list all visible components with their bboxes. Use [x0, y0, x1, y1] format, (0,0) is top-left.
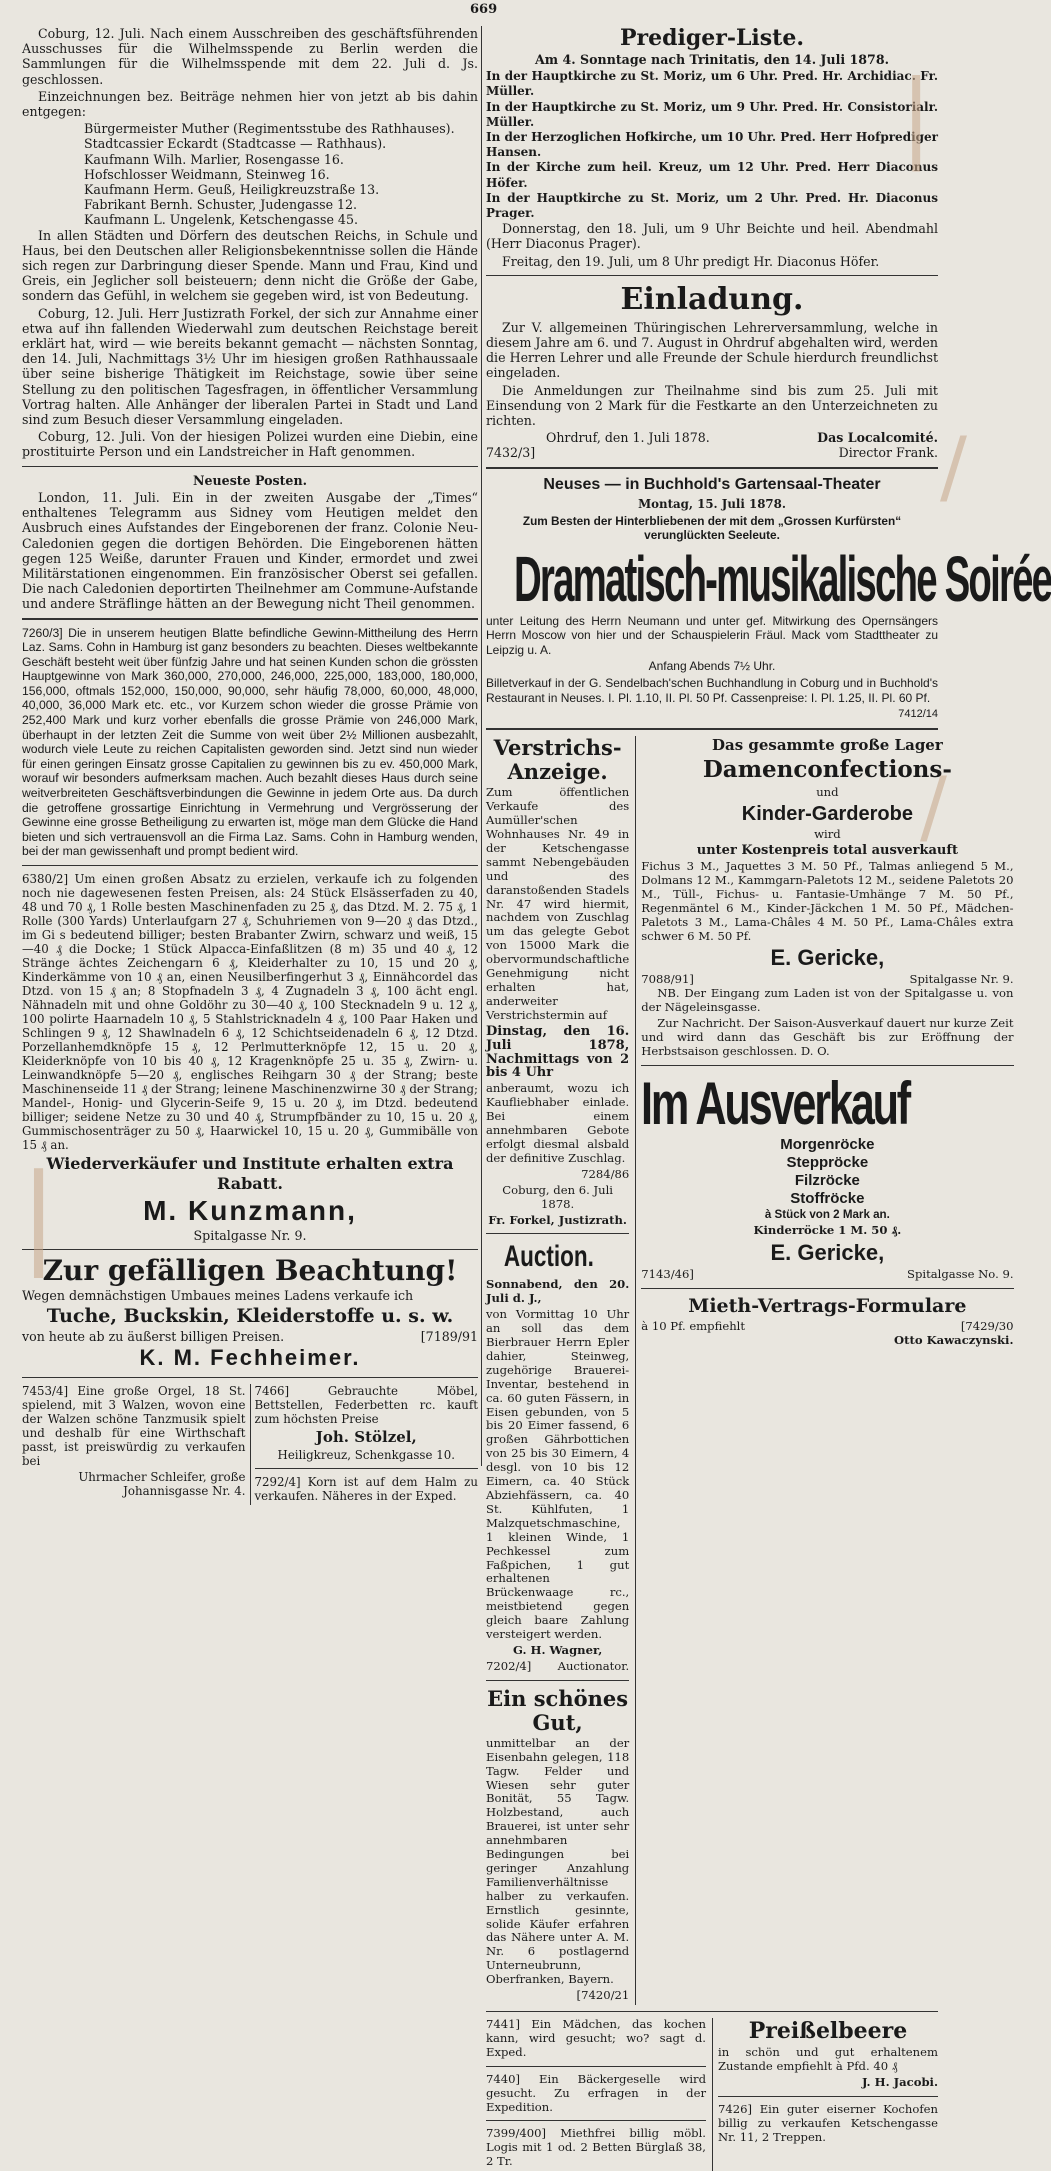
verstrich-signature: Fr. Forkel, Justizrath. — [488, 1212, 627, 1227]
ads-subcolumn-right — [635, 736, 1013, 2005]
prediger-title: Prediger-Liste. — [619, 25, 804, 51]
auction-banner — [486, 1240, 629, 1278]
kunzmann-address: Spitalgasse Nr. 9. — [193, 1228, 307, 1244]
rule — [486, 1680, 629, 1681]
rule — [22, 618, 478, 620]
korn-ad: 7292/4] Korn ist auf dem Halm zu verkaufen. Näheres in der Exped. — [254, 1474, 478, 1503]
rule — [486, 1233, 629, 1234]
damen-sale: unter Kostenpreis total ausverkauft — [696, 843, 958, 859]
gut-text: unmittelbar an der Eisenbahn gelegen, 118 Tagw. Felder und Wiesen sehr guter Bonität, 55 Tagw. Holzbestand, auch Brauerei, ist unter sehr annehmbaren Bedingungen bei geringer Anzahlung Familienverhältnisse halber zu verkaufen. Ernstlich gesinnte, solide Käufer erfahren das Nähere unter A. M. Nr. 6 postlagernd Unterneubrunn, Oberfranken, Bayern. — [486, 1735, 630, 1987]
logis-ad: 7399/400] Miethfrei billig möbl. Logis mit 1 od. 2 Betten Bürglaß 38, 2 Tr. — [486, 2126, 706, 2169]
rule — [641, 1288, 1013, 1289]
mieth-text: à 10 Pf. empfiehlt — [641, 1318, 746, 1333]
rule — [22, 865, 478, 866]
london-telegram: London, 11. Juli. Ein in der zweiten Ausgabe der „Times“ enthaltenes Telegramm aus Sidney vom Heutigen meldet den Ausbruch eines Aufstandes der Eingeborenen der franz. Colonie Neu-Caledonien gegen die dortigen Behörden. Die Eingeborenen hätten gegen 125 Weiße, darunter Frauen und Kinder, ermordet und zwei Militärstationen eingenommen. Ein französischer Oberst sei gefallen. Die nach Caledonien deportirten Theilnehmer am Commune-Aufstande und andere Sträflinge hätten an der Bewegung nicht Theil genommen. — [22, 489, 478, 612]
ad-text: 7466] Gebrauchte Möbel, Bettstellen, Federbetten rc. kauft zum höchsten Preise — [254, 1383, 478, 1426]
ad-signature: Joh. Stölzel, — [315, 1427, 417, 1446]
collector-item: Hofschlosser Weidmann, Steinweg 16. — [84, 166, 330, 182]
collector-item: Fabrikant Bernh. Schuster, Judengasse 12. — [84, 197, 358, 213]
einladung-place: Ohrdruf, den 1. Juli 1878. — [546, 430, 710, 446]
kunzmann-prices: 6380/2] Um einen großen Absatz zu erzielen, verkaufe ich zu folgenden noch nie dagewesenen festen Preisen, als: 24 Stück Elsässerfaden zu 40, 48 und 70 ₰, 1 Rolle besten Maschinenfaden zu 25 ₰, das Dtzd. M. 2. 75 ₰, 1 Rolle (300 Yards) Unterlaufgarn 27 ₰, Schuhriemen von 9—20 ₰ das Dtzd., im Gi s bedeutend billiger; besten Brabanter Zwirn, schwarz und weiß, 15—40 ₰ die Docke; 1 Stück Alpacca-Einfaßlitzen (8 m) 35 und 40 ₰, 12 Stränge ächtes Zeichengarn 6 ₰, Kleiderhalter zu 10, 15 und 20 ₰, Kinderkämme von 10 ₰ an, einen Neusilberfingerhut 3 ₰, Einnähcordel das Dtzd. von 15 ₰ an; 8 Stopfnadeln 3 ₰, 4 Zugnadeln 3 ₰, 100 ächt engl. Nähnadeln mit und ohne Goldöhr zu 30—40 ₰, 100 Stecknadeln 9 u. 12 ₰, 100 polirte Haarnadeln 10 ₰, 5 Stahlstricknadeln 4 ₰, 100 Paar Haken und Schlingen 9 ₰, 12 Shawlnadeln 6 ₰, 12 Schichtseidenadeln 6 ₰, 12 Dtzd. Porzellanhemdknöpfe 15 ₰, 12 Perlmutterknöpfe 12, 15 u. 20 ₰, Kleiderknöpfe von 10 bis 40 ₰, 12 Kragenknöpfe 25 u. 35 ₰, Zwirn- u. Leinwandknöpfe 5—20 ₰, englisches Reihgarn 30 ₰ der Strang; beste Maschinenseide 11 ₰ der Strang; leinene Maschinenzwirne 30 ₰ der Strang; Mandel-, Honig- und Glycerin-Seife 9, 15 u. 20 ₰, im Dtzd. bedeutend billiger; seidene Netze zu 30 und 40 ₰, Strumpfbänder zu 10, 15 u. 20 ₰, Gummischosenträger zu 50 ₰, Haarwickel 10, 15 u. 20 ₰, Gummibälle von 15 ₰ an. — [22, 872, 478, 1153]
preissel-title: Preißelbeere — [748, 2018, 908, 2044]
rule — [718, 2096, 938, 2097]
ad-reference: [7429/30 — [960, 1318, 1014, 1333]
ad-reference: 7284/86 — [581, 1166, 630, 1181]
pencil-mark: / — [920, 760, 947, 853]
two-column-ads — [486, 735, 1014, 2005]
bottom-ads-right — [712, 2018, 938, 2171]
rule — [486, 2011, 938, 2012]
fechheimer-text: Wegen demnächstigen Umbaues meines Ladens verkaufe ich — [22, 1288, 414, 1304]
ad-reference: 7088/91] — [641, 972, 694, 987]
auction-date: Sonnabend, den 20. Juli d. J., — [486, 1277, 630, 1306]
collector-item: Stadtcassier Eckardt (Stadtcasse — Rathhaus). — [84, 136, 387, 152]
baecker-ad: 7440] Ein Bäckergeselle wird gesucht. Zu erfragen in der Expedition. — [486, 2071, 706, 2114]
damen-nb: NB. Der Eingang zum Laden ist von der Spitalgasse u. von der Nägeleinsgasse. — [641, 986, 1014, 1015]
auction-text: von Vormittag 10 Uhr an soll das dem Bierbrauer Herrn Epler dahier, Steinweg, zugehörige Brauerei-Inventar, bestehend in ca. 60 guten Fässern, in Eisen gebunden, von 5 bis 20 Eimer fassend, 6 großen Gährbottichen von 25 bis 30 Eimern, 4 desgl. von 10 bis 12 Eimern, ca. 40 Stück Abziehfässern, ca. 40 St. Kühlfuten, 1 Malzquetschmaschine, 1 kleinen Winde, 1 Pechkessel zum Faßpichen, 1 gut erhaltenen Brückenwaage rc., meistbietend gegen gleich baare Zahlung versteigert werden. — [486, 1307, 630, 1642]
einladung-comite: Das Localcomité. — [817, 430, 938, 446]
kunzmann-heading: Wiederverkäufer und Institute erhalten extra Rabatt. — [46, 1154, 454, 1194]
theater-banner — [486, 542, 1051, 615]
column-divider — [481, 26, 482, 1466]
ausverkauf-sign-row — [641, 1268, 1013, 1282]
ad-reference: 7432/3] — [486, 445, 536, 461]
rule — [486, 2066, 706, 2067]
ausverkauf-address: Spitalgasse No. 9. — [907, 1266, 1014, 1281]
ausverkauf-item: Steppröcke — [786, 1153, 869, 1171]
ad-text: 7453/4] Eine große Orgel, 18 St. spielend, mit 3 Walzen, wovon eine der Walzen schöne Tanzmusik spielt und deshalb für eine Wirthschaft passt, ist preiswürdig zu verkaufen bei — [22, 1383, 246, 1468]
preissel-text: in schön und gut erhaltenem Zustande empfiehlt à Pfd. 40 ₰ — [718, 2045, 938, 2073]
rule — [22, 466, 478, 467]
verstrich-date: Dinstag, den 16. Juli 1878, Nachmittags von 2 bis 4 Uhr — [486, 1023, 630, 1081]
einladung-sign-row — [486, 430, 938, 445]
prediger-line: In der Herzoglichen Hofkirche, um 10 Uhr. Pred. Herr Hofprediger Hansen. — [486, 130, 938, 160]
theater-benefit: Zum Besten der Hinterbliebenen der mit dem „Grossen Kurfürsten“ verunglückten Seeleute. — [522, 513, 902, 542]
mieth-title: Mieth-Vertrags-Formulare — [688, 1294, 967, 1317]
rule — [486, 467, 938, 469]
fechheimer-text: von heute ab zu äußerst billigen Preisen. — [22, 1329, 285, 1345]
damen-headline: Damenconfections- — [702, 756, 952, 784]
einladung-director: Director Frank. — [838, 445, 938, 461]
mieth-row — [641, 1320, 1013, 1334]
ofen-ad: 7426] Ein guter eiserner Kochofen billig zu verkaufen Ketschengasse Nr. 11, 2 Treppen. — [718, 2101, 938, 2144]
ad-address: Heiligkreuz, Schenkgasse 10. — [277, 1447, 455, 1462]
collector-item: Kaufmann Wilh. Marlier, Rosengasse 16. — [84, 151, 344, 167]
coburg-wilhelmsspende: Coburg, 12. Juli. Nach einem Ausschreiben des geschäftsführenden Ausschusses für die Wilhelmsspende zu Berlin werden die Sammlungen für die Wilhelmsspende mit dem 22. Juli d. Js. geschlossen. — [22, 26, 478, 87]
ausverkauf-kinder: Kinderröcke 1 M. 50 ₰. — [753, 1222, 902, 1237]
rule — [486, 2120, 706, 2121]
coburg-forkel: Coburg, 12. Juli. Herr Justizrath Forkel, der sich zur Annahme einer etwa auf ihn fallenden Wiederwahl zum deutschen Reichstage bereit erklärt hat, wird — wie bereits bekannt gemacht — nächsten Sonntag, den 14. Juli, Nachmittags 3½ Uhr im hiesigen großen Rathhaussaale über seine bisherige Thätigkeit im Reichstage, sowie über seine Stellung zu den politischen Tagesfragen, in öffentlicher Versammlung Vortrag halten. Alle Anhänger der liberalen Partei in Stadt und Land sind zum Besuch dieser Versammlung eingeladen. — [22, 305, 478, 428]
ad-reference: 7143/46] — [641, 1266, 694, 1281]
ad-reference: 7202/4] — [486, 1658, 532, 1673]
ausverkauf-title: Im Ausverkauf — [641, 1069, 910, 1137]
damen-title: Das gesammte große Lager — [711, 736, 943, 755]
news-heading: Neueste Posten. — [193, 472, 307, 488]
fechheimer-title: Zur gefälligen Beachtung! — [42, 1254, 458, 1288]
fechheimer-name: K. M. Fechheimer. — [139, 1344, 361, 1370]
auction-title: Auction. — [503, 1240, 594, 1274]
pencil-mark: | — [900, 60, 933, 172]
damen-sign-row — [641, 973, 1013, 987]
ad-reference: [7420/21 — [576, 1988, 630, 2003]
ad-signature: Uhrmacher Schleifer, große Johannisgasse Nr. 4. — [78, 1469, 246, 1498]
right-column — [486, 25, 1051, 2171]
theater-tickets: Billetverkauf in der G. Sendelbach'schen Buchhandlung in Coburg und in Buchhold's Restaurant in Neuses. I. Pl. 1.10, II. Pl. 50 Pf. Cassenpreise: I. Pl. 1.25, II. Pl. 60 Pf. — [486, 676, 938, 705]
ad-reference: [7189/91 — [420, 1329, 478, 1345]
coburg-einzeichnungen: Einzeichnungen bez. Beiträge nehmen hier von jetzt ab bis dahin entgegen: — [22, 88, 478, 120]
prediger-line: In der Kirche zum heil. Kreuz, um 12 Uhr. Pred. Herr Diaconus Höfer. — [486, 160, 938, 190]
damen-kinder: Kinder-Garderobe — [741, 803, 913, 826]
theater-text: unter Leitung des Herrn Neumann und unter gef. Mitwirkung des Opernsängers Herrn Moscow von hier und der Schauspielerin Fräul. Mack vom Stadttheater zu Leipzig u. A. — [486, 613, 938, 657]
orgel-ad — [22, 1384, 246, 1505]
maedchen-ad: 7441] Ein Mädchen, das kochen kann, wird gesucht; wo? sagt d. Exped. — [486, 2017, 706, 2059]
damen-und: und — [816, 785, 839, 800]
rule — [486, 728, 938, 730]
preissel-name: J. H. Jacobi. — [861, 2074, 938, 2089]
einladung-text: Zur V. allgemeinen Thüringischen Lehrerversammlung, welche in diesem Jahre am 6. und 7. August in Ohrdruf abgehalten wird, werden die Herren Lehrer und alle Freunde der Schule hierdurch freundlichst eingeladen. — [486, 319, 938, 381]
auction-sign-row — [486, 1660, 629, 1674]
ausverkauf-price: à Stück von 2 Mark an. — [764, 1207, 890, 1221]
kunzmann-name: M. Kunzmann, — [143, 1195, 357, 1227]
auction-signature: G. H. Wagner, — [512, 1642, 603, 1657]
ausverkauf-item: Filzröcke — [794, 1171, 860, 1189]
damen-prices: Fichus 3 M., Jaquettes 3 M. 50 Pf., Talmas anliegend 5 M., Dolmans 12 M., Kammgarn-Paletots 12 M., seidene Paletots 20 M., Tüll-, Fichus- u. Fantasie-Umhänge 7 M. 50 Pf., Regenmäntel 6 M., Kinder-Jäckchen 1 M. 50 Pf., Mädchen-Paletots 3 M., Lama-Châles 4 M. 50 Pf., Lama-Châles extra schwer 6 M. 50 Pf. — [641, 859, 1014, 943]
rule — [486, 275, 938, 276]
theater-start: Anfang Abends 7½ Uhr. — [648, 659, 776, 674]
einladung-title: Einladung. — [620, 281, 804, 317]
prediger-thursday: Donnerstag, den 18. Juli, um 9 Uhr Beichte und heil. Abendmahl (Herr Diaconus Prager). — [486, 221, 938, 252]
ads-subcolumn-left — [486, 736, 629, 2005]
cohn-lottery-ad: 7260/3] Die in unserem heutigen Blatte befindliche Gewinn-Mittheilung des Herrn Laz. Sams. Cohn in Hamburg ist ganz besonders zu beachten. Dieses weltbekannte Geschäft besteht weit über fünfzig Jahre und hat seinen Kunden schon die grössten Hauptgewinne von Mark 360,000, 270,000, 246,000, 225,000, 183,000, 180,000, 156,000, oftmals 152,000, 150,000, 90,000, sehr häufig 78,000, 60,000, 48,000, 40,000, 36,000 Mark etc. etc., vor Kurzem schon wieder die grosse Prämie von 252,400 Mark und kurz vorher ebenfalls die grosse Prämie von 246,000 Mark, überhaupt in der letzten Zeit die Summe von weit über 2½ Millionen ausbezahlt, wodurch viele Leute zu reichen Capitalisten geworden sind. Jetzt sind nun wieder für einen geringen Einsatz grosse Capitalien zu gewinnen bis zu ev. 450,000 Mark, worauf wir besonders aufmerksam machen. Auch bezahlt dieses Haus durch seine weitverbreiteten Geschäftsverbindungen die Gewinne in jedem Orte aus. Da durch die getroffene grossartige Einrichtung in Vermehrung und Vergrösserung der Gewinne eine grosse Betheiligung zu erwarten ist, möge man dem Glücke die Hand bieten und sich vertrauensvoll an die Firma Laz. Sams. Cohn in Hamburg wenden, bei der man gewissenhaft und prompt bedient wird. — [22, 625, 478, 859]
moebel-ad — [250, 1384, 479, 1505]
verstrich-text: anberaumt, wozu ich Kaufliebhaber einlade. Bei einem annehmbaren Gebote erfolgt diesmal alsbald der definitive Zuschlag. — [486, 1081, 630, 1165]
collector-item: Kaufmann L. Ungelenk, Ketschengasse 45. — [84, 212, 358, 228]
rule — [22, 1377, 478, 1378]
theater-headline: Dramatisch-musikalische Soirée — [514, 542, 1051, 615]
damen-name: E. Gericke, — [770, 945, 885, 971]
prediger-line: In der Hauptkirche zu St. Moriz, um 9 Uhr. Pred. Hr. Consistorialr. Müller. — [486, 99, 938, 129]
bottom-ads-left — [486, 2018, 706, 2171]
coburg-appeal: In allen Städten und Dörfern des deutschen Reichs, in Schule und Haus, bei den Deutschen aller Religionsbekenntnisse sollen die Hände sich regen zur Darbringung dieser Spende. Mann und Frau, Kind und Greis, ein Jeglicher soll beisteuern; denn nicht die Größe der Gabe, sondern das Gefühl, in welchem sie gegeben wird, ist von Bedeutung. — [22, 227, 478, 304]
rule — [22, 1249, 478, 1250]
collector-item: Bürgermeister Muther (Regimentsstube des Rathhauses). — [84, 121, 455, 137]
ausverkauf-name: E. Gericke, — [770, 1239, 885, 1265]
collector-item: Kaufmann Herm. Geuß, Heiligkreuzstraße 13. — [84, 182, 380, 198]
ausverkauf-item: Stoffröcke — [790, 1189, 865, 1207]
prediger-subtitle: Am 4. Sonntage nach Trinitatis, den 14. Juli 1878. — [535, 52, 889, 67]
auction-role: Auctionator. — [557, 1658, 630, 1673]
verstrich-text: Zum öffentlichen Verkaufe des Aumüller'schen Wohnhauses Nr. 49 in der Ketschengasse sammt Nebengebäuden und des daranstoßenden Stadels Nr. 47 wird hiermit, nachdem von Zuschlag um das gelegte Gebot von 15000 Mark die obervormundschaftliche Genehmigung nicht erhalten hat, anderweiter Verstrichstermin auf — [486, 785, 630, 1022]
rule — [641, 1065, 1013, 1066]
page-number: 669 — [470, 2, 498, 17]
rule — [255, 1468, 479, 1469]
verstrich-place: Coburg, den 6. Juli 1878. — [502, 1182, 614, 1211]
bottom-ads — [486, 2018, 938, 2171]
pencil-mark: | — [20, 1150, 58, 1278]
einladung-text: Die Anmeldungen zur Theilnahme sind bis zum 25. Juli mit Einsendung von 2 Mark für die Festkarte an den Unterzeichneten zu richten. — [486, 382, 938, 429]
collectors-list — [22, 121, 478, 227]
verstrich-title: Verstrichs-Anzeige. — [493, 735, 622, 785]
fechheimer-goods: Tuche, Buckskin, Kleiderstoffe u. s. w. — [46, 1305, 454, 1328]
damen-address: Spitalgasse Nr. 9. — [909, 972, 1014, 987]
einladung-sign-row — [486, 445, 938, 460]
damen-wird: wird — [814, 827, 841, 842]
theater-title: Neuses — in Buchhold's Gartensaal-Theater — [543, 475, 881, 493]
fechheimer-row — [22, 1329, 478, 1344]
pencil-mark: / — [940, 420, 967, 513]
prediger-line: In der Hauptkirche zu St. Moriz, um 6 Uhr. Pred. Hr. Archidiac. Fr. Müller. — [486, 69, 938, 99]
theater-date: Montag, 15. Juli 1878. — [638, 496, 786, 511]
ad-reference: 7412/14 — [898, 708, 938, 721]
prediger-friday: Freitag, den 19. Juli, um 8 Uhr predigt Hr. Diaconus Höfer. — [502, 253, 880, 269]
left-column — [22, 26, 478, 1505]
ausverkauf-item: Morgenröcke — [780, 1135, 875, 1153]
mieth-name: Otto Kawaczynski. — [894, 1332, 1014, 1347]
ausverkauf-banner — [641, 1069, 1013, 1137]
small-ads-row — [22, 1384, 478, 1505]
gut-title: Ein schönes Gut, — [487, 1685, 629, 1735]
damen-nachricht: Zur Nachricht. Der Saison-Ausverkauf dauert nur kurze Zeit und wird dann das Geschäft bis zur Eröffnung der Herbstsaison geschlossen. D. O. — [641, 1016, 1014, 1058]
prediger-line: In der Hauptkirche zu St. Moriz, um 2 Uhr. Pred. Hr. Diaconus Prager. — [486, 190, 938, 221]
coburg-polizei: Coburg, 12. Juli. Von der hiesigen Polizei wurden eine Diebin, eine prostituirte Person und ein Landstreicher in Haft genommen. — [22, 429, 478, 460]
